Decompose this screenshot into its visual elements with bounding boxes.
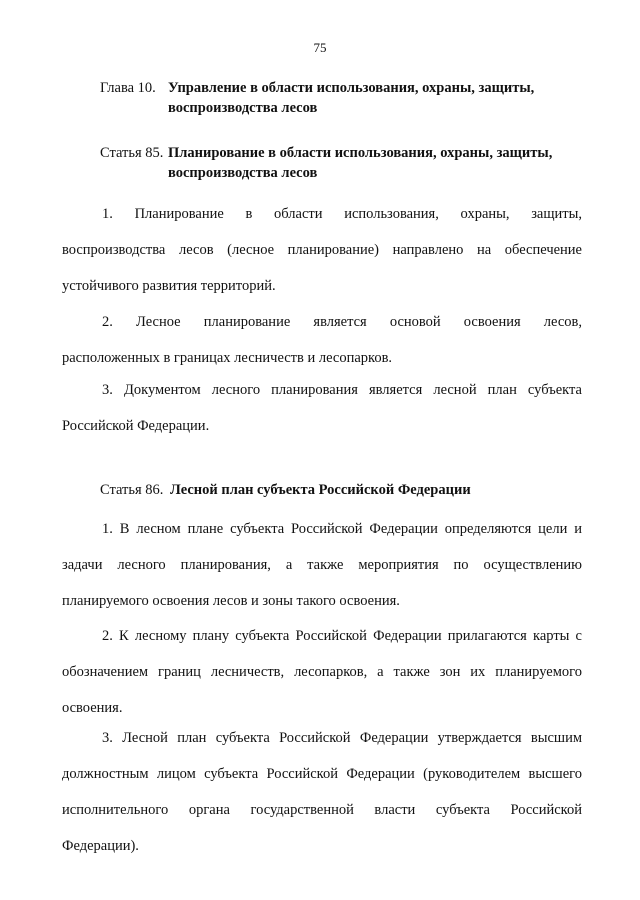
article-85-heading <box>100 143 585 183</box>
article-86-prefix: Статья 86. <box>100 482 164 498</box>
chapter-title: Управление в области использования, охраны, защиты, воспроизводства лесов <box>168 80 535 116</box>
paragraph-line: 3. Лесной план субъекта Российской Федерации утверждается высшим <box>102 730 582 746</box>
article-85-title: Планирование в области использования, охраны, защиты, воспроизводства лесов <box>168 145 553 181</box>
paragraph-line: 1. В лесном плане субъекта Российской Федерации определяются цели и <box>102 521 582 537</box>
paragraph-line: 3. Документом лесного планирования является лесной план субъекта <box>102 382 582 398</box>
paragraph-line: планируемого освоения лесов и зоны такого освоения. <box>62 593 400 609</box>
paragraph-line: 1. Планирование в области использования, охраны, защиты, <box>102 206 582 222</box>
article-86-paragraph-3 <box>62 720 582 864</box>
paragraph-line: 2. Лесное планирование является основой освоения лесов, <box>102 314 582 330</box>
paragraph-line: воспроизводства лесов (лесное планирование) направлено на обеспечение <box>62 242 582 258</box>
article-86-heading <box>100 480 585 500</box>
paragraph-line: расположенных в границах лесничеств и лесопарков. <box>62 350 393 366</box>
paragraph-line: обозначением границ лесничеств, лесопарков, а также зон их планируемого <box>62 664 582 680</box>
paragraph-line: задачи лесного планирования, а также мероприятия по осуществлению <box>62 557 582 573</box>
paragraph-line: должностным лицом субъекта Российской Федерации (руководителем высшего <box>62 766 582 782</box>
chapter-prefix: Глава 10. <box>100 80 156 96</box>
chapter-heading <box>100 78 585 118</box>
article-85-paragraph-3 <box>62 372 582 444</box>
page-number: 75 <box>313 40 327 55</box>
paragraph-line: Федерации). <box>62 838 139 854</box>
article-86-paragraph-2 <box>62 618 582 726</box>
article-86-title: Лесной план субъекта Российской Федерации <box>170 482 471 498</box>
article-86-paragraph-1 <box>62 511 582 619</box>
paragraph-line: освоения. <box>62 700 123 716</box>
article-85-paragraph-2 <box>62 304 582 376</box>
paragraph-line: устойчивого развития территорий. <box>62 278 276 294</box>
paragraph-line: Российской Федерации. <box>62 418 210 434</box>
paragraph-line: исполнительного органа государственной власти субъекта Российской <box>62 802 582 818</box>
paragraph-line: 2. К лесному плану субъекта Российской Федерации прилагаются карты с <box>102 628 582 644</box>
article-85-paragraph-1 <box>62 196 582 304</box>
article-85-prefix: Статья 85. <box>100 145 164 161</box>
